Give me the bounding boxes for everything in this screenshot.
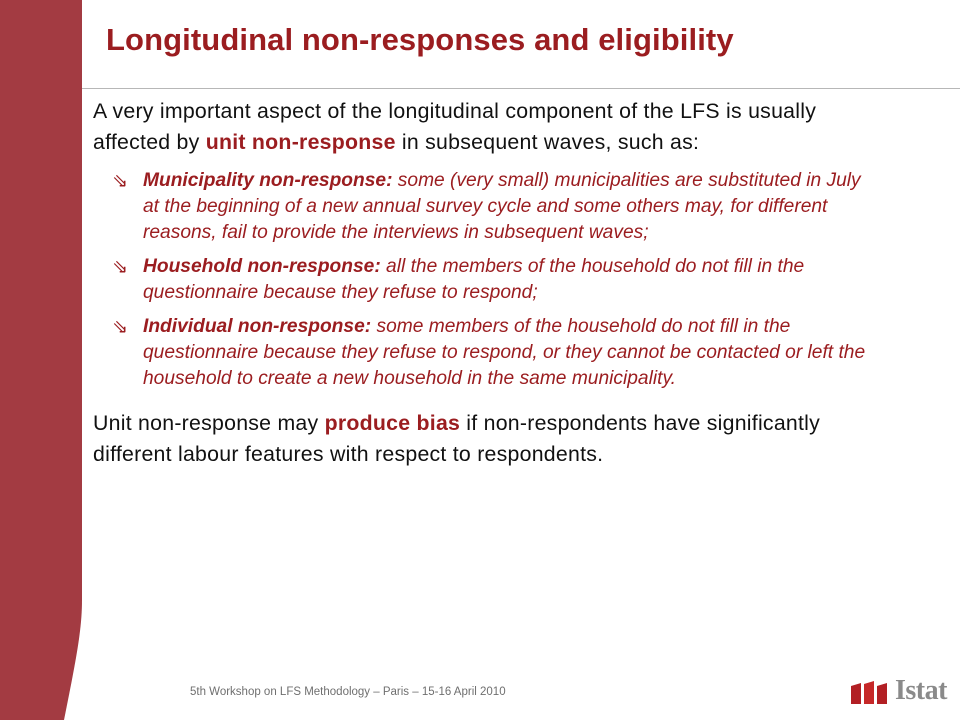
page-title: Longitudinal non-responses and eligibility [106, 22, 734, 57]
logo-text: Istat [895, 675, 947, 706]
conclusion-text: Unit non-response may [93, 411, 325, 435]
intro-paragraph [93, 96, 873, 158]
intro-text-end: in subsequent waves, such as: [395, 130, 700, 154]
intro-text: A very important aspect of the longitudinal component of the LFS is usually affected by [93, 99, 817, 154]
conclusion-highlight: produce bias [324, 411, 461, 435]
list-item [93, 168, 873, 246]
arrow-bullet-icon: ⇘ [112, 316, 128, 338]
list-item [93, 314, 873, 392]
bullet-term: Individual non-response: [143, 316, 372, 337]
bullet-text: some (very small) municipalities are substituted in July at the beginning of a new annual survey cycle and some others may, for different reasons, fail to provide the interviews in subsequent waves; [143, 170, 861, 243]
bullet-term: Household non-response: [143, 256, 381, 277]
sidebar-decoration [0, 0, 90, 720]
bullet-text: some members of the household do not fill in the questionnaire because they refuse to respond, or they cannot be contacted or left the household to create a new household in the same municipality. [143, 316, 866, 389]
slide-body [93, 96, 873, 470]
arrow-bullet-icon: ⇘ [112, 170, 128, 192]
conclusion-text-end: if non-respondents have significantly different labour features with respect to respondents. [93, 411, 821, 466]
title-divider [82, 88, 960, 89]
bullet-text: all the members of the household do not fill in the questionnaire because they refuse to respond; [143, 256, 805, 303]
bullet-list [93, 168, 873, 392]
bullet-term: Municipality non-response: [143, 170, 393, 191]
footer-text: 5th Workshop on LFS Methodology – Paris – 15-16 April 2010 [190, 686, 506, 698]
conclusion-paragraph [93, 408, 873, 470]
intro-highlight: unit non-response [205, 130, 396, 154]
list-item [93, 254, 873, 306]
arrow-bullet-icon: ⇘ [112, 256, 128, 278]
